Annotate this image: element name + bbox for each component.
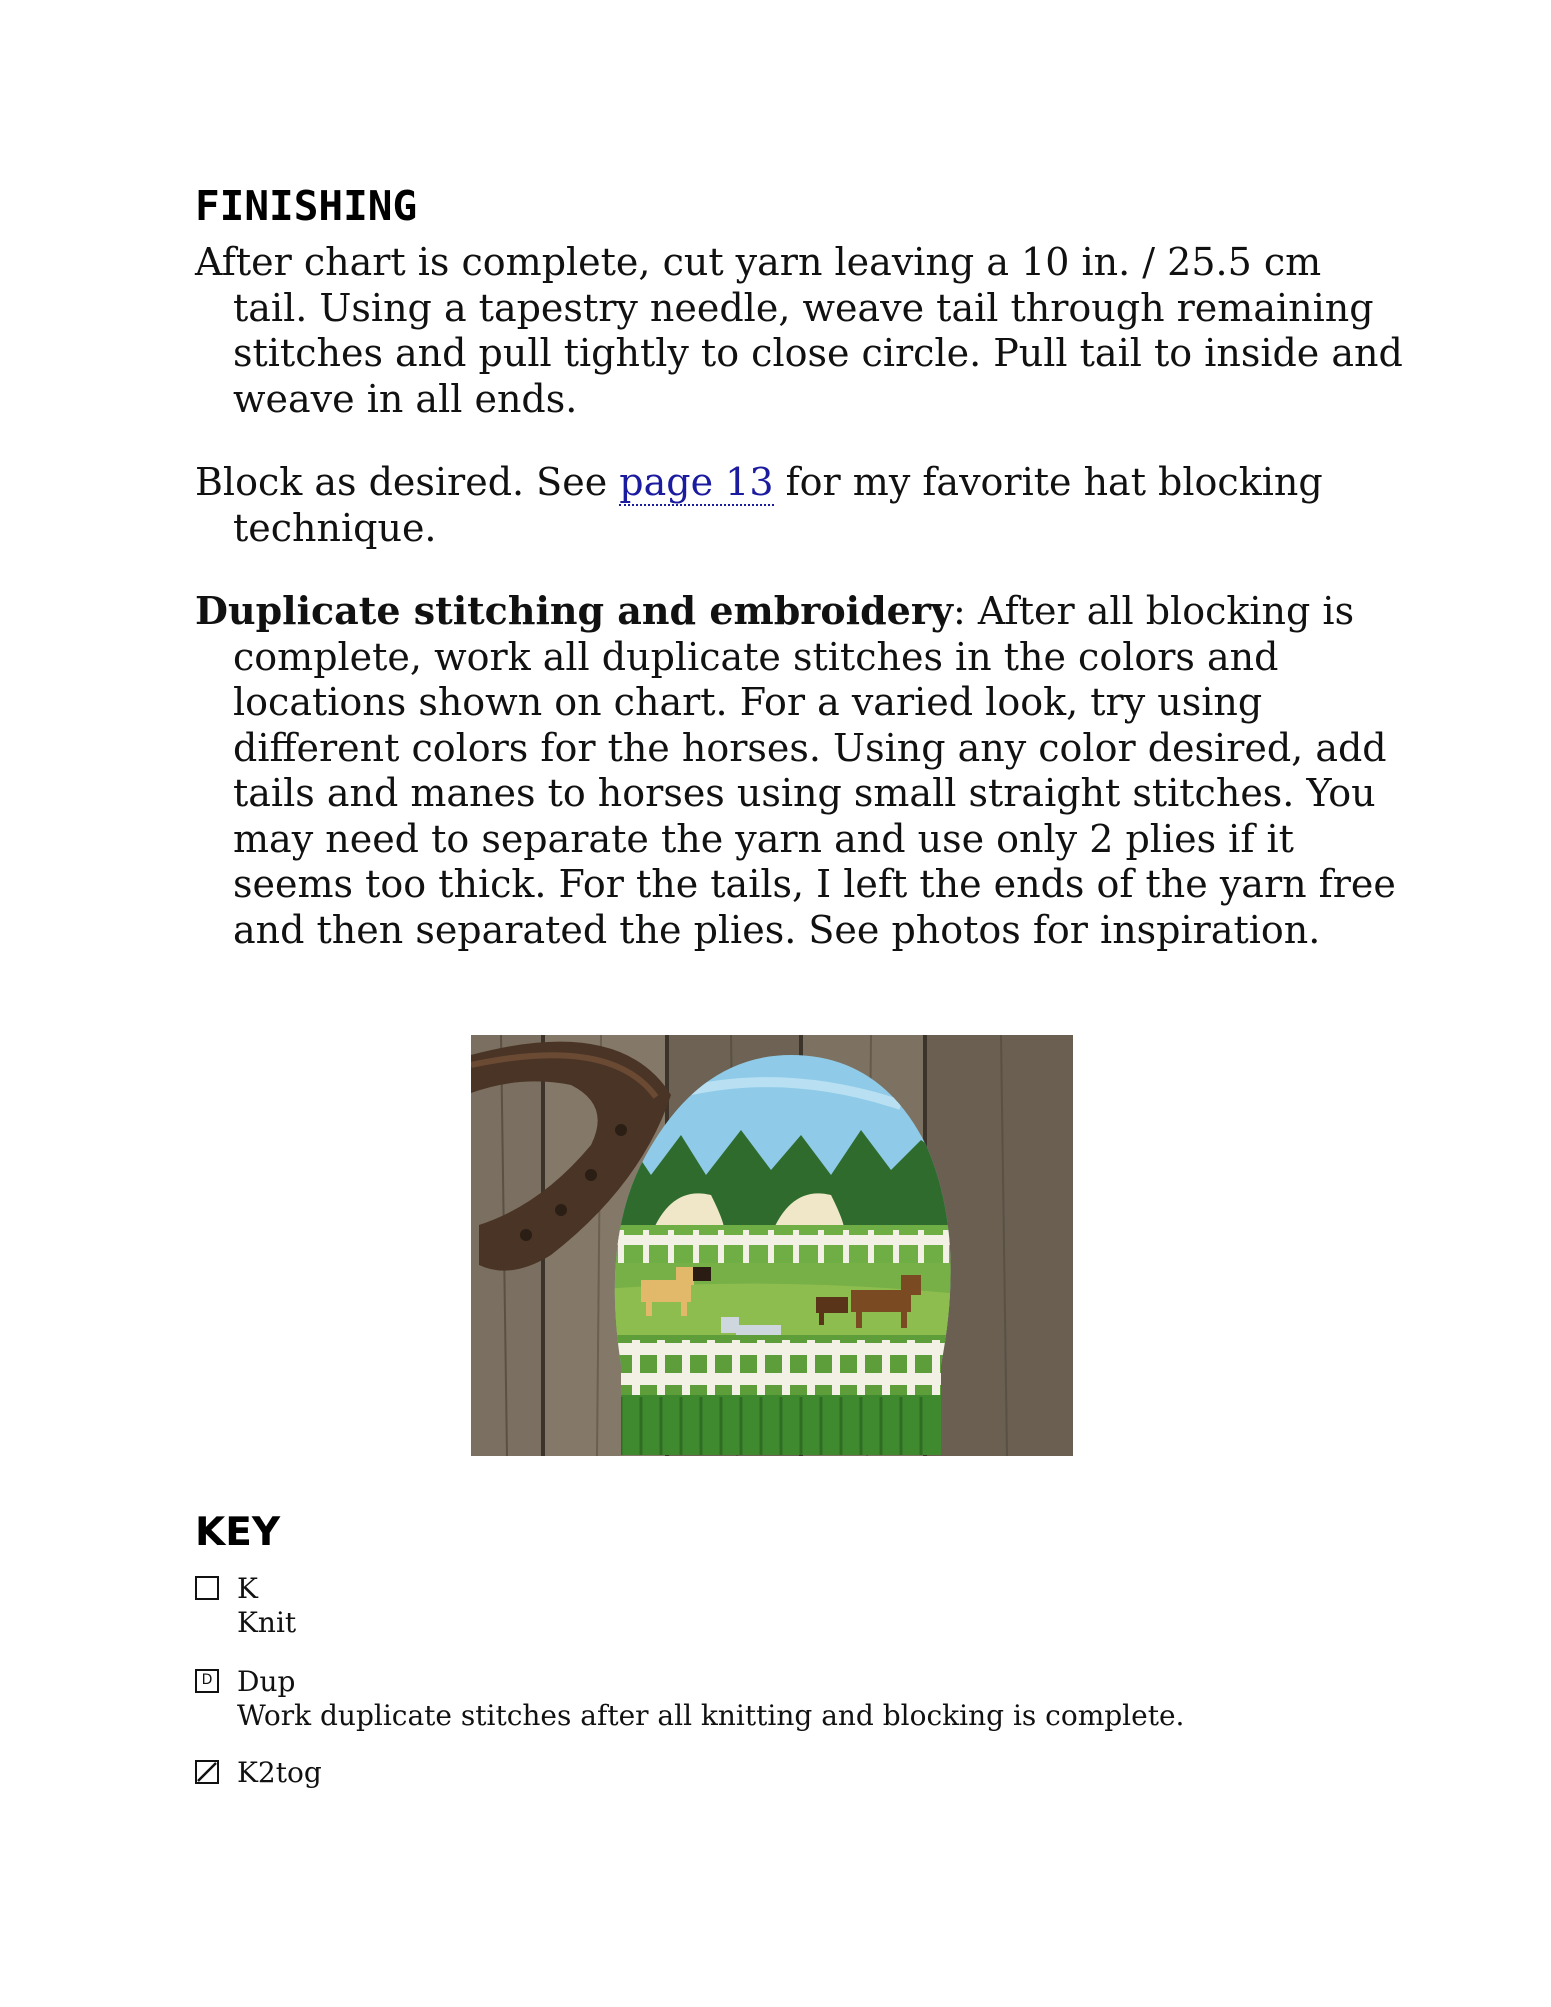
duplicate-stitching-heading: Duplicate stitching and embroidery [195, 588, 953, 633]
finishing-paragraph-2 [195, 460, 1403, 551]
para2-text-after: for my favorite hat blocking technique. [233, 460, 1323, 550]
key-item-label: K [237, 1572, 258, 1605]
key-item-label: Dup [237, 1665, 296, 1698]
d-square-icon [195, 1669, 219, 1693]
finishing-heading: FINISHING [195, 182, 418, 230]
finishing-paragraph-3 [195, 588, 1403, 953]
slash-square-icon [195, 1760, 219, 1784]
key-item-description: Knit [237, 1606, 297, 1639]
hat-photo [471, 1035, 1073, 1456]
finishing-paragraph-1: After chart is complete, cut yarn leaving a 10 in. / 25.5 cm tail. Using a tapestry needle, weave tail through remaining stitches and pull tightly to close circle. Pull tail to inside and weave in all ends. [195, 240, 1403, 421]
empty-square-icon [195, 1576, 219, 1600]
page-13-link[interactable]: page 13 [619, 460, 774, 504]
key-item-text [237, 1756, 1287, 1790]
key-heading: KEY [195, 1510, 281, 1555]
key-item-text [237, 1572, 1287, 1640]
key-item-text [237, 1665, 1287, 1733]
key-item-description: Work duplicate stitches after all knitting and blocking is complete. [237, 1699, 1185, 1732]
duplicate-stitching-text: : After all blocking is complete, work all duplicate stitches in the colors and locations shown on chart. For a varied look, try using different colors for the horses. Using any color desired, add tails and manes to horses using small straight stitches. You may need to separate the yarn and use only 2 plies if it seems too thick. For the tails, I left the ends of the yarn free and then separated the plies. See photos for inspiration. [233, 589, 1396, 952]
key-item-label: K2tog [237, 1756, 322, 1789]
knit-hat-illustration [471, 1035, 1073, 1456]
para2-text-before: Block as desired. See [195, 460, 620, 504]
